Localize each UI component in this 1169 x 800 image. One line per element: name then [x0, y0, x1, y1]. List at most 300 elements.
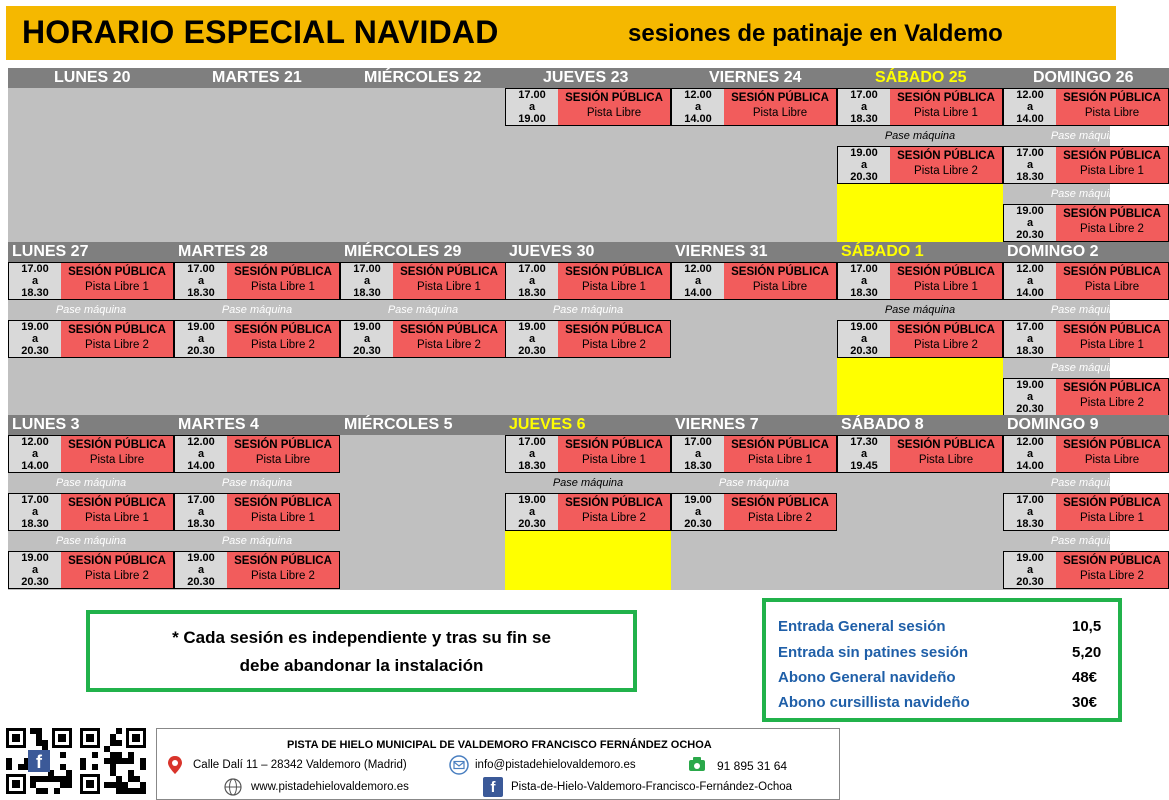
day-header: MIÉRCOLES 22	[340, 68, 506, 88]
day-column	[837, 242, 1003, 415]
time-end: 14.00	[684, 113, 712, 125]
footer-phone[interactable]: 91 895 31 64	[717, 759, 788, 773]
session-slot[interactable]	[505, 435, 671, 473]
session-slot[interactable]	[837, 146, 1003, 184]
session-type: SESIÓN PÚBLICA	[234, 324, 332, 336]
price-value: 5,20	[1072, 644, 1102, 661]
time-start: 17.00	[21, 263, 49, 275]
time-separator: a	[1026, 391, 1034, 403]
time-start: 17.30	[850, 436, 878, 448]
time-separator: a	[197, 448, 205, 460]
session-track: Pista Libre	[89, 454, 145, 466]
time-end: 18.30	[850, 113, 878, 125]
schedule-grid	[8, 68, 1161, 590]
session-time	[838, 321, 890, 357]
qr-module	[60, 752, 66, 758]
session-type: SESIÓN PÚBLICA	[897, 439, 995, 451]
session-slot[interactable]	[1003, 551, 1169, 589]
qr-module	[60, 782, 66, 788]
qr-module	[116, 788, 122, 794]
price-row	[778, 644, 1118, 668]
qr-module	[116, 752, 122, 758]
session-type: SESIÓN PÚBLICA	[400, 266, 498, 278]
session-time	[9, 552, 61, 588]
pase-maquina-label: Pase máquina	[221, 535, 293, 547]
session-time	[672, 436, 724, 472]
qr-module	[80, 758, 86, 764]
week-row	[8, 242, 1161, 415]
time-separator: a	[1026, 564, 1034, 576]
footer-website[interactable]: www.pistadehielovaldemoro.es	[251, 781, 409, 793]
session-time	[672, 263, 724, 299]
session-time	[506, 494, 558, 530]
session-track: Pista Libre	[255, 454, 311, 466]
session-slot[interactable]	[8, 435, 174, 473]
session-info	[227, 436, 339, 472]
session-slot[interactable]	[1003, 435, 1169, 473]
session-time	[838, 263, 890, 299]
time-separator: a	[694, 448, 702, 460]
time-separator: a	[1026, 275, 1034, 287]
day-column	[340, 415, 506, 590]
session-type: SESIÓN PÚBLICA	[565, 92, 663, 104]
time-start: 17.00	[518, 263, 546, 275]
time-separator: a	[1026, 448, 1034, 460]
day-header: SÁBADO 25	[837, 68, 1003, 88]
session-track: Pista Libre 1	[1080, 512, 1144, 524]
session-slot[interactable]	[8, 262, 174, 300]
session-slot[interactable]	[837, 88, 1003, 126]
highlight-column	[505, 531, 671, 590]
session-track: Pista Libre	[586, 107, 642, 119]
session-info	[724, 494, 836, 530]
session-info	[1056, 263, 1168, 299]
session-info	[227, 552, 339, 588]
time-start: 17.00	[1016, 494, 1044, 506]
session-type: SESIÓN PÚBLICA	[68, 266, 166, 278]
session-type: SESIÓN PÚBLICA	[1063, 497, 1161, 509]
day-header: MARTES 21	[174, 68, 340, 88]
price-value: 10,5	[1072, 618, 1102, 635]
time-separator: a	[860, 448, 868, 460]
session-info	[1056, 436, 1168, 472]
day-column	[837, 415, 1003, 590]
day-column	[671, 68, 837, 242]
price-row	[778, 694, 1118, 718]
qr-module	[140, 758, 146, 764]
session-track: Pista Libre 2	[582, 512, 646, 524]
session-type: SESIÓN PÚBLICA	[565, 497, 663, 509]
time-end: 18.30	[21, 518, 49, 530]
session-info	[890, 89, 1002, 125]
session-info	[724, 263, 836, 299]
time-end: 18.30	[850, 287, 878, 299]
time-separator: a	[1026, 217, 1034, 229]
time-start: 19.00	[21, 552, 49, 564]
session-track: Pista Libre 2	[85, 339, 149, 351]
time-start: 17.00	[353, 263, 381, 275]
session-type: SESIÓN PÚBLICA	[565, 324, 663, 336]
qr-module	[48, 776, 54, 782]
pase-maquina-label: Pase máquina	[55, 535, 127, 547]
session-info	[227, 494, 339, 530]
notice-line-1: * Cada sesión es independiente y tras su fin se	[172, 628, 551, 647]
qr-module	[54, 776, 60, 782]
qr-module	[122, 788, 128, 794]
qr-module	[116, 740, 122, 746]
session-type: SESIÓN PÚBLICA	[897, 324, 995, 336]
session-slot[interactable]	[837, 262, 1003, 300]
header-banner	[0, 0, 1110, 62]
session-time	[1004, 436, 1056, 472]
session-time	[506, 321, 558, 357]
time-start: 19.00	[684, 494, 712, 506]
session-slot[interactable]	[340, 262, 506, 300]
time-start: 12.00	[1016, 89, 1044, 101]
time-separator: a	[1026, 333, 1034, 345]
session-slot[interactable]	[174, 551, 340, 589]
qr-module	[54, 788, 60, 794]
time-start: 19.00	[850, 147, 878, 159]
day-header: JUEVES 30	[505, 242, 671, 262]
session-slot[interactable]	[1003, 493, 1169, 531]
time-end: 20.30	[1016, 576, 1044, 588]
time-end: 20.30	[850, 345, 878, 357]
session-slot[interactable]	[174, 320, 340, 358]
qr-finder-core	[58, 734, 66, 742]
time-separator: a	[363, 333, 371, 345]
session-slot[interactable]	[671, 262, 837, 300]
globe-icon	[223, 777, 243, 797]
time-separator: a	[1026, 101, 1034, 113]
session-time	[1004, 321, 1056, 357]
time-separator: a	[528, 101, 536, 113]
qr-module	[36, 728, 42, 734]
time-start: 17.00	[850, 263, 878, 275]
session-slot[interactable]	[837, 435, 1003, 473]
day-header: JUEVES 23	[505, 68, 671, 88]
session-type: SESIÓN PÚBLICA	[68, 555, 166, 567]
session-info	[890, 321, 1002, 357]
time-end: 18.30	[187, 287, 215, 299]
session-info	[61, 552, 173, 588]
session-track: Pista Libre	[918, 454, 974, 466]
pase-maquina-label: Pase máquina	[1050, 130, 1122, 142]
day-header: JUEVES 6	[505, 415, 671, 435]
day-column	[837, 68, 1003, 242]
session-slot[interactable]	[505, 493, 671, 531]
pase-maquina-label: Pase máquina	[387, 304, 459, 316]
session-slot[interactable]	[671, 88, 837, 126]
session-info	[1056, 321, 1168, 357]
session-time	[175, 263, 227, 299]
qr-module	[36, 734, 42, 740]
session-track: Pista Libre 1	[914, 281, 978, 293]
session-time	[1004, 552, 1056, 588]
time-separator: a	[31, 333, 39, 345]
session-slot[interactable]	[1003, 88, 1169, 126]
time-separator: a	[860, 275, 868, 287]
qr-module	[122, 782, 128, 788]
session-slot[interactable]	[174, 262, 340, 300]
session-type: SESIÓN PÚBLICA	[731, 266, 829, 278]
session-type: SESIÓN PÚBLICA	[68, 439, 166, 451]
session-type: SESIÓN PÚBLICA	[1063, 555, 1161, 567]
time-separator: a	[860, 159, 868, 171]
session-info	[724, 89, 836, 125]
session-slot[interactable]	[837, 320, 1003, 358]
time-start: 12.00	[21, 436, 49, 448]
time-separator: a	[31, 506, 39, 518]
session-track: Pista Libre 1	[85, 281, 149, 293]
session-type: SESIÓN PÚBLICA	[1063, 150, 1161, 162]
session-type: SESIÓN PÚBLICA	[1063, 92, 1161, 104]
session-info	[227, 321, 339, 357]
pase-maquina-label: Pase máquina	[55, 304, 127, 316]
session-time	[838, 436, 890, 472]
time-start: 19.00	[187, 552, 215, 564]
day-column	[174, 415, 340, 590]
session-type: SESIÓN PÚBLICA	[897, 266, 995, 278]
qr-module	[140, 782, 146, 788]
qr-module	[140, 788, 146, 794]
time-separator: a	[528, 506, 536, 518]
session-slot[interactable]	[505, 320, 671, 358]
qr-finder-core	[12, 780, 20, 788]
qr-module	[30, 782, 36, 788]
time-start: 17.00	[518, 89, 546, 101]
session-time	[1004, 147, 1056, 183]
time-separator: a	[31, 448, 39, 460]
session-track: Pista Libre 1	[748, 454, 812, 466]
qr-module	[66, 770, 72, 776]
time-end: 20.30	[518, 345, 546, 357]
footer-email[interactable]: info@pistadehielovaldemoro.es	[475, 759, 636, 771]
session-slot[interactable]	[340, 320, 506, 358]
session-info	[558, 89, 670, 125]
session-track: Pista Libre 2	[251, 570, 315, 582]
qr-module	[122, 758, 128, 764]
time-end: 14.00	[684, 287, 712, 299]
time-start: 19.00	[518, 494, 546, 506]
session-info	[1056, 89, 1168, 125]
qr-module	[60, 776, 66, 782]
time-start: 19.00	[1016, 205, 1044, 217]
qr-code-web[interactable]	[80, 728, 146, 794]
session-time	[341, 321, 393, 357]
session-track: Pista Libre 2	[1080, 397, 1144, 409]
time-end: 18.30	[187, 518, 215, 530]
session-slot[interactable]	[8, 551, 174, 589]
session-slot[interactable]	[8, 320, 174, 358]
session-time	[1004, 379, 1056, 415]
time-separator: a	[694, 275, 702, 287]
price-label: Entrada sin patines sesión	[778, 644, 969, 661]
day-header: DOMINGO 2	[1003, 242, 1169, 262]
time-separator: a	[1026, 159, 1034, 171]
qr-module	[36, 776, 42, 782]
session-slot[interactable]	[505, 262, 671, 300]
time-start: 12.00	[684, 263, 712, 275]
session-info	[890, 147, 1002, 183]
session-info	[1056, 552, 1168, 588]
qr-module	[30, 728, 36, 734]
session-slot[interactable]	[1003, 146, 1169, 184]
day-column	[505, 68, 671, 242]
time-start: 17.00	[518, 436, 546, 448]
price-row	[778, 618, 1118, 642]
qr-module	[92, 752, 98, 758]
session-time	[1004, 89, 1056, 125]
location-pin-icon	[165, 755, 185, 775]
time-start: 17.00	[1016, 321, 1044, 333]
footer-facebook[interactable]: Pista-de-Hielo-Valdemoro-Francisco-Fernández-Ochoa	[511, 781, 793, 793]
session-slot[interactable]	[1003, 378, 1169, 416]
pase-maquina-label: Pase máquina	[552, 477, 624, 489]
time-end: 18.30	[1016, 171, 1044, 183]
price-list	[762, 598, 1122, 722]
session-track: Pista Libre 2	[417, 339, 481, 351]
session-time	[1004, 494, 1056, 530]
day-column	[174, 242, 340, 415]
pase-maquina-label: Pase máquina	[1050, 188, 1122, 200]
session-track: Pista Libre	[752, 107, 808, 119]
day-column	[505, 415, 671, 590]
time-end: 20.30	[353, 345, 381, 357]
pase-maquina-label: Pase máquina	[718, 477, 790, 489]
session-slot[interactable]	[1003, 320, 1169, 358]
highlight-column	[837, 184, 1003, 242]
time-separator: a	[694, 101, 702, 113]
qr-module	[128, 770, 134, 776]
session-time	[1004, 205, 1056, 241]
qr-module	[66, 776, 72, 782]
session-slot[interactable]	[174, 435, 340, 473]
session-info	[1056, 205, 1168, 241]
day-column	[1003, 415, 1169, 590]
session-slot[interactable]	[8, 493, 174, 531]
qr-module	[6, 758, 12, 764]
time-start: 17.00	[1016, 147, 1044, 159]
session-track: Pista Libre 1	[582, 281, 646, 293]
session-type: SESIÓN PÚBLICA	[68, 324, 166, 336]
day-header: LUNES 27	[8, 242, 174, 262]
session-info	[1056, 379, 1168, 415]
session-info	[890, 436, 1002, 472]
session-slot[interactable]	[671, 493, 837, 531]
pase-maquina-label: Pase máquina	[1050, 477, 1122, 489]
session-type: SESIÓN PÚBLICA	[1063, 324, 1161, 336]
session-time	[838, 147, 890, 183]
time-end: 14.00	[1016, 460, 1044, 472]
price-value: 30€	[1072, 694, 1098, 711]
qr-finder-core	[12, 734, 20, 742]
time-end: 20.30	[21, 576, 49, 588]
qr-code-facebook[interactable]	[6, 728, 72, 794]
session-track: Pista Libre 1	[251, 512, 315, 524]
time-separator: a	[860, 101, 868, 113]
pase-maquina-label: Pase máquina	[1050, 304, 1122, 316]
contact-footer	[156, 728, 840, 800]
pase-maquina-label: Pase máquina	[884, 304, 956, 316]
session-type: SESIÓN PÚBLICA	[731, 92, 829, 104]
time-end: 14.00	[1016, 113, 1044, 125]
facebook-icon: f	[28, 750, 50, 772]
price-label: Abono General navideño	[778, 669, 956, 686]
pase-maquina-label: Pase máquina	[552, 304, 624, 316]
session-type: SESIÓN PÚBLICA	[68, 497, 166, 509]
session-time	[175, 436, 227, 472]
qr-module	[110, 752, 116, 758]
session-time	[175, 494, 227, 530]
session-slot[interactable]	[1003, 204, 1169, 242]
session-time	[175, 321, 227, 357]
time-start: 17.00	[21, 494, 49, 506]
qr-module	[104, 746, 110, 752]
time-start: 19.00	[518, 321, 546, 333]
time-start: 12.00	[187, 436, 215, 448]
qr-module	[92, 764, 98, 770]
qr-module	[110, 770, 116, 776]
pase-maquina-label: Pase máquina	[221, 477, 293, 489]
time-end: 18.30	[518, 460, 546, 472]
session-track: Pista Libre 2	[251, 339, 315, 351]
day-header: DOMINGO 26	[1003, 68, 1169, 88]
day-column	[8, 68, 174, 242]
pase-maquina-label: Pase máquina	[1050, 535, 1122, 547]
session-info	[558, 321, 670, 357]
session-track: Pista Libre 2	[1080, 223, 1144, 235]
session-type: SESIÓN PÚBLICA	[234, 266, 332, 278]
session-slot[interactable]	[1003, 262, 1169, 300]
time-end: 18.30	[353, 287, 381, 299]
session-info	[558, 436, 670, 472]
session-time	[9, 263, 61, 299]
session-time	[672, 89, 724, 125]
session-slot[interactable]	[671, 435, 837, 473]
time-start: 19.00	[353, 321, 381, 333]
session-info	[724, 436, 836, 472]
page-subtitle: sesiones de patinaje en Valdemo	[628, 20, 1003, 47]
time-end: 18.30	[1016, 345, 1044, 357]
notice-line-2: debe abandonar la instalación	[239, 656, 484, 675]
qr-module	[134, 776, 140, 782]
session-track: Pista Libre 1	[914, 107, 978, 119]
session-slot[interactable]	[174, 493, 340, 531]
session-track: Pista Libre 2	[582, 339, 646, 351]
time-end: 20.30	[1016, 403, 1044, 415]
day-column	[174, 68, 340, 242]
day-column	[671, 242, 837, 415]
day-column	[671, 415, 837, 590]
session-time	[175, 552, 227, 588]
qr-module	[42, 776, 48, 782]
day-column	[340, 68, 506, 242]
week-row	[8, 415, 1161, 590]
qr-module	[116, 776, 122, 782]
day-header: VIERNES 7	[671, 415, 837, 435]
session-type: SESIÓN PÚBLICA	[897, 92, 995, 104]
time-separator: a	[197, 275, 205, 287]
time-start: 17.00	[187, 494, 215, 506]
day-header: LUNES 20	[8, 68, 174, 88]
session-slot[interactable]	[505, 88, 671, 126]
qr-module	[60, 764, 66, 770]
qr-module	[128, 758, 134, 764]
qr-module	[30, 776, 36, 782]
session-time	[9, 321, 61, 357]
time-start: 19.00	[1016, 379, 1044, 391]
